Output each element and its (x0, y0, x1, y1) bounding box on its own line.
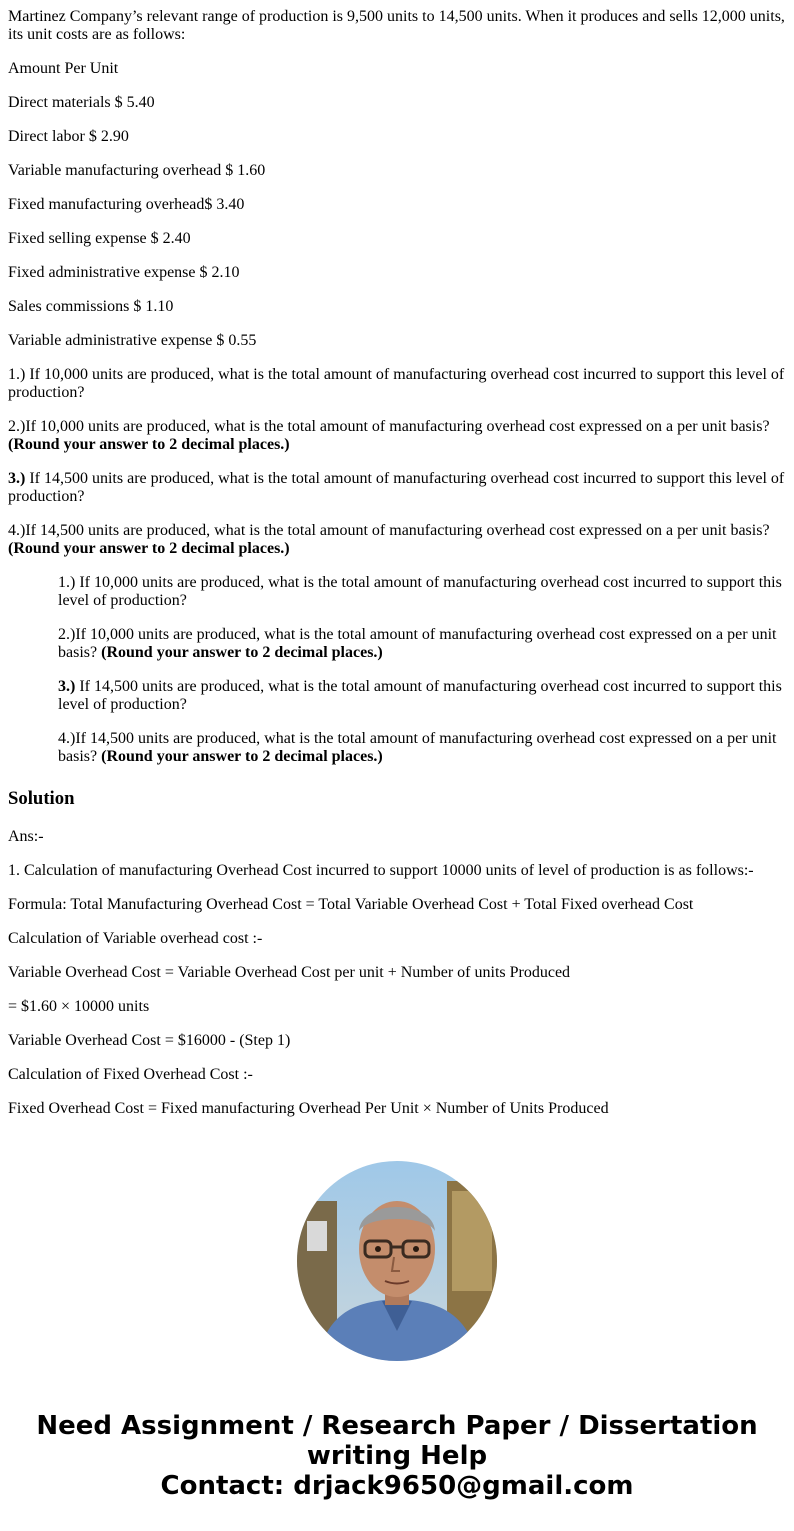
question-1-repeat: 1.) If 10,000 units are produced, what is the total amount of manufacturing overhead cost incurred to support this level of production? (58, 574, 782, 609)
solution-line: = $1.60 × 10000 units (8, 998, 150, 1015)
round-note: (Round your answer to 2 decimal places.) (101, 644, 383, 661)
cost-line: Fixed selling expense $ 2.40 (8, 230, 191, 247)
cost-line: Sales commissions $ 1.10 (8, 298, 174, 315)
cost-line: Direct materials $ 5.40 (8, 94, 155, 111)
question-2-text: 2.)If 10,000 units are produced, what is the total amount of manufacturing overhead cost expressed on a per unit basis? (8, 418, 770, 435)
question-2 (8, 418, 786, 454)
solution-line: Variable Overhead Cost = Variable Overhead Cost per unit + Number of units Produced (8, 964, 571, 981)
question-4 (8, 522, 786, 558)
question-3 (8, 470, 786, 506)
question-3-text: If 14,500 units are produced, what is the total amount of manufacturing overhead cost incurred to support this level of production? (8, 470, 785, 505)
cost-line: Fixed administrative expense $ 2.10 (8, 264, 240, 281)
solution-line: Variable Overhead Cost = $16000 - (Step 1) (8, 1032, 291, 1049)
round-note: (Round your answer to 2 decimal places.) (101, 748, 383, 765)
solution-line: Calculation of Fixed Overhead Cost :- (8, 1066, 253, 1083)
solution-line: Calculation of Variable overhead cost :- (8, 930, 263, 947)
question-3-number: 3.) (8, 470, 26, 487)
round-note: (Round your answer to 2 decimal places.) (8, 436, 290, 453)
cost-line: Variable administrative expense $ 0.55 (8, 332, 257, 349)
question-3-number: 3.) (58, 678, 76, 695)
round-note: (Round your answer to 2 decimal places.) (8, 540, 290, 557)
promo-line-2: writing Help (306, 1441, 488, 1471)
cost-line: Fixed manufacturing overhead$ 3.40 (8, 196, 245, 213)
question-4-repeat (58, 730, 786, 766)
promo-contact: Contact: drjack9650@gmail.com (160, 1471, 634, 1501)
solution-line: 1. Calculation of manufacturing Overhead Cost incurred to support 10000 units of level of production is as follows:- (8, 862, 754, 879)
document-body (0, 8, 794, 1118)
question-3-repeat (58, 678, 786, 714)
question-4-text: 4.)If 14,500 units are produced, what is the total amount of manufacturing overhead cost expressed on a per unit basis? (58, 730, 777, 765)
question-blockquote (58, 574, 786, 766)
solution-line: Formula: Total Manufacturing Overhead Cost = Total Variable Overhead Cost + Total Fixed overhead Cost (8, 896, 694, 913)
question-intro: Martinez Company’s relevant range of production is 9,500 units to 14,500 units. When it produces and sells 12,000 units, its unit costs are as follows: (8, 8, 785, 43)
solution-heading: Solution (8, 788, 75, 809)
question-2-text: 2.)If 10,000 units are produced, what is the total amount of manufacturing overhead cost expressed on a per unit basis? (58, 626, 777, 661)
cost-line: Variable manufacturing overhead $ 1.60 (8, 162, 266, 179)
promo-footer (0, 1411, 794, 1501)
author-portrait (297, 1161, 497, 1361)
promo-line-1: Need Assignment / Research Paper / Dissertation (36, 1411, 758, 1441)
question-2-repeat (58, 626, 786, 662)
author-avatar (297, 1161, 497, 1361)
question-1: 1.) If 10,000 units are produced, what is the total amount of manufacturing overhead cost incurred to support this level of production? (8, 366, 785, 401)
solution-line: Ans:- (8, 828, 44, 845)
solution-line: Fixed Overhead Cost = Fixed manufacturing Overhead Per Unit × Number of Units Produced (8, 1100, 609, 1117)
cost-line: Direct labor $ 2.90 (8, 128, 129, 145)
question-3-text: If 14,500 units are produced, what is the total amount of manufacturing overhead cost incurred to support this level of production? (58, 678, 782, 713)
cost-table-header: Amount Per Unit (8, 60, 119, 77)
question-4-text: 4.)If 14,500 units are produced, what is the total amount of manufacturing overhead cost expressed on a per unit basis? (8, 522, 770, 539)
